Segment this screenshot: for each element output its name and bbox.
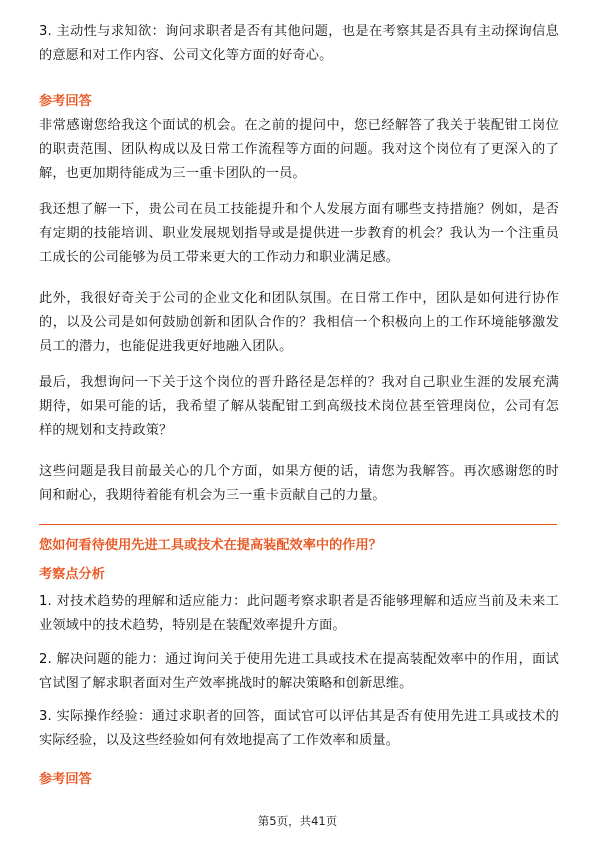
question-title: 您如何看待使用先进工具或技术在提高装配效率中的作用？ xyxy=(39,538,382,553)
answer-paragraph-5: 这些问题是我目前最关心的几个方面，如果方便的话，请您为我解答。再次感谢您的时间和耐心，我期待着能有机会为三一重卡贡献自己的力量。 xyxy=(39,464,559,503)
answer-paragraph-2: 我还想了解一下，贵公司在员工技能提升和个人发展方面有哪些支持措施？例如，是否有定期的技能培训、职业发展规划指导或是提供进一步教育的机会？我认为一个注重员工成长的公司能够为员工带来更大的工作动力和职业满足感。 xyxy=(39,202,559,265)
analysis-point-3b: 3. 实际操作经验：通过求职者的回答，面试官可以评估其是否有使用先进工具或技术的实际经验，以及这些经验如何有效地提高了工作效率和质量。 xyxy=(39,709,559,748)
reference-answer-heading-2: 参考回答 xyxy=(39,772,92,787)
analysis-point-3: 3. 主动性与求知欲：询问求职者是否有其他问题，也是在考察其是否具有主动探询信息的意愿和对工作内容、公司文化等方面的好奇心。 xyxy=(39,24,559,63)
analysis-heading: 考察点分析 xyxy=(39,567,105,582)
answer-paragraph-4: 最后，我想询问一下关于这个岗位的晋升路径是怎样的？我对自己职业生涯的发展充满期待，如果可能的话，我希望了解从装配钳工到高级技术岗位甚至管理岗位，公司有怎样的规划和支持政策？ xyxy=(39,375,559,438)
reference-answer-heading: 参考回答 xyxy=(39,94,92,109)
answer-paragraph-1: 非常感谢您给我这个面试的机会。在之前的提问中，您已经解答了我关于装配钳工岗位的职责范围、团队构成以及日常工作流程等方面的问题。我对这个岗位有了更深入的了解，也更加期待能成为三一重卡团队的一员。 xyxy=(39,118,559,181)
page-number: 第5页，共41页 xyxy=(257,814,338,828)
analysis-point-2: 2. 解决问题的能力：通过询问关于使用先进工具或技术在提高装配效率中的作用，面试官试图了解求职者面对生产效率挑战时的解决策略和创新思维。 xyxy=(39,652,559,691)
section-divider xyxy=(39,524,557,525)
analysis-point-1: 1. 对技术趋势的理解和适应能力：此问题考察求职者是否能够理解和适应当前及未来工业领域中的技术趋势，特别是在装配效率提升方面。 xyxy=(39,594,559,633)
answer-paragraph-3: 此外，我很好奇关于公司的企业文化和团队氛围。在日常工作中，团队是如何进行协作的，以及公司是如何鼓励创新和团队合作的？我相信一个积极向上的工作环境能够激发员工的潜力，也能促进我更好地融入团队。 xyxy=(39,291,559,354)
